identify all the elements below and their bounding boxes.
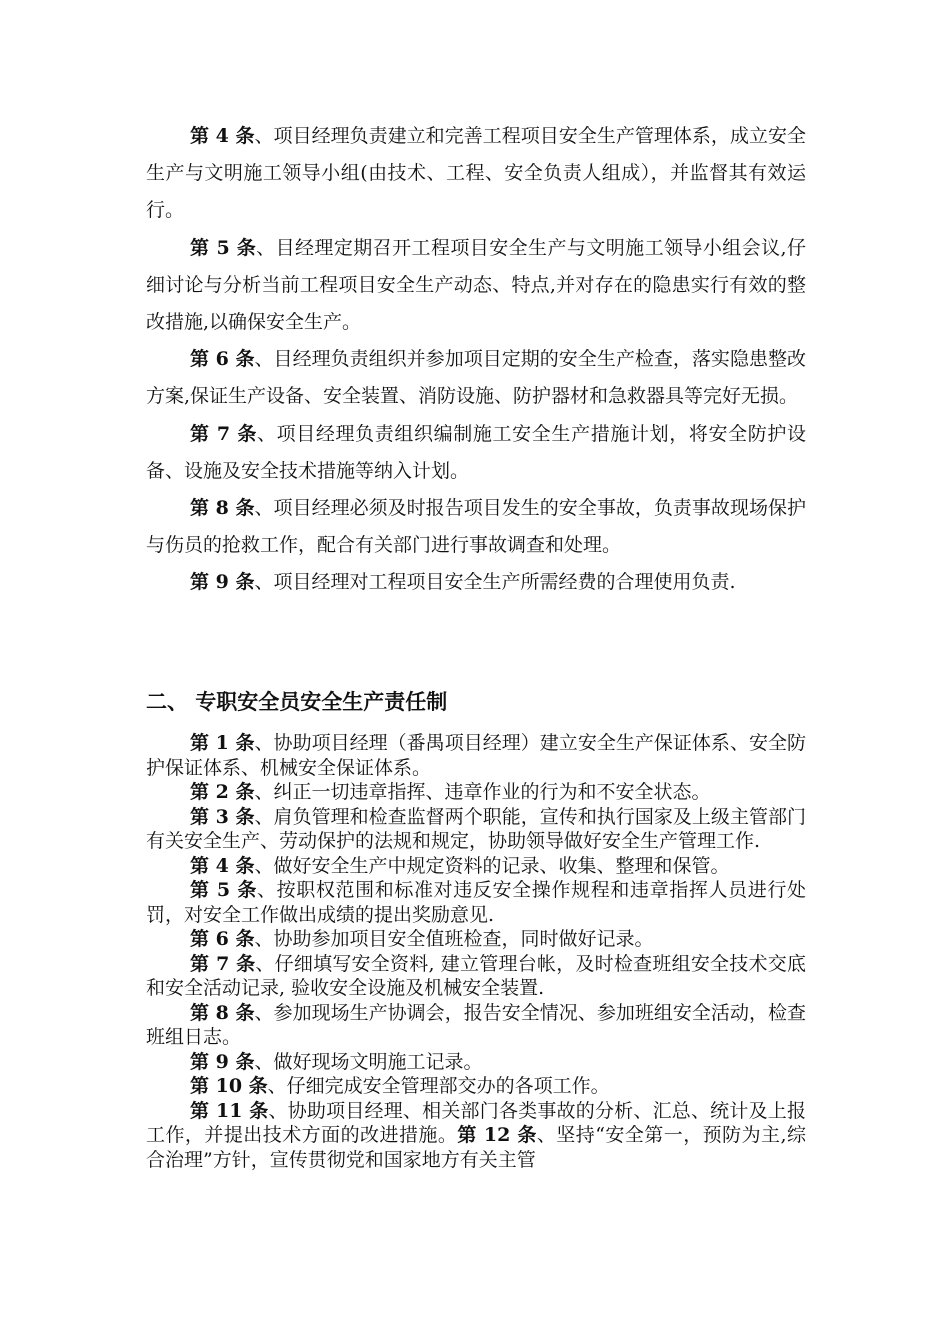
article-text: 、纠正一切违章指挥、违章作业的行为和不安全状态。	[254, 781, 711, 803]
article-number: 第 9 条	[190, 1050, 255, 1073]
article-number: 第 9 条	[190, 571, 255, 594]
article-number: 第 6 条	[190, 348, 255, 371]
article-paragraph	[146, 1001, 806, 1050]
article-text: 、目经理定期召开工程项目安全生产与文明施工领导小组会议,仔细讨论与分析当前工程项目安全生产动态、特点,并对存在的隐患实行有效的整改措施,以确保安全生产。	[146, 236, 806, 334]
article-number: 第 2 条	[190, 781, 255, 803]
section-safety-officer-duties	[146, 731, 806, 1172]
article-number: 第 7 条	[190, 952, 256, 975]
article-text: 、仔细完成安全管理部交办的各项工作。	[267, 1075, 610, 1097]
article-text: 、肩负管理和检查监督两个职能，宣传和执行国家及上级主管部门有关安全生产、劳动保护的法规和规定，协助领导做好安全生产管理工作.	[146, 805, 806, 852]
article-number: 第 12 条	[457, 1124, 537, 1146]
article-number: 第 10 条	[190, 1075, 268, 1097]
article-text: 、协助项目经理、相关部门各类事故的分析、汇总、统计及上报工作，并提出技术方面的改进措施。	[146, 1099, 806, 1146]
article-number: 第 1 条	[190, 732, 255, 754]
article-text: 、协助项目经理（番禺项目经理）建立安全生产保证体系、安全防护保证体系、机械安全保证体系。	[146, 732, 806, 779]
article-text: 、项目经理负责组织编制施工安全生产措施计划，将安全防护设备、设施及安全技术措施等纳入计划。	[146, 422, 806, 482]
article-number: 第 4 条	[190, 125, 255, 147]
article-text: 、做好安全生产中规定资料的记录、收集、整理和保管。	[254, 854, 730, 877]
article-number: 第 5 条	[190, 879, 257, 901]
article-paragraph	[146, 952, 806, 1001]
article-number: 第 5 条	[190, 236, 257, 259]
article-text: 、仔细填写安全资料, 建立管理台帐，及时检查班组安全技术交底和安全活动记录, 验收安全设施及机械安全装置.	[146, 952, 806, 999]
article-text: 、项目经理必须及时报告项目发生的安全事故，负责事故现场保护与伤员的抢救工作，配合有关部门进行事故调查和处理。	[146, 497, 806, 557]
article-number: 第 6 条	[190, 928, 255, 950]
article-paragraph	[146, 416, 806, 490]
article-paragraph	[146, 490, 806, 564]
article-text: 、参加现场生产协调会，报告安全情况、参加班组安全活动，检查班组日志。	[146, 1001, 806, 1048]
article-text: 、项目经理负责建立和完善工程项目安全生产管理体系，成立安全生产与文明施工领导小组(由技术、工程、安全负责人组成），并监督其有效运行。	[146, 125, 806, 222]
article-number: 第 4 条	[190, 854, 255, 877]
article-text: 、按职权范围和标准对违反安全操作规程和违章指挥人员进行处罚，对安全工作做出成绩的提出奖励意见.	[146, 879, 806, 926]
article-text: 、目经理负责组织并参加项目定期的安全生产检查，落实隐患整改方案,保证生产设备、安全装置、消防设施、防护器材和急救器具等完好无损。	[146, 348, 806, 408]
article-number: 第 8 条	[190, 1001, 255, 1024]
article-paragraph	[146, 341, 806, 415]
article-text: 、协助参加项目安全值班检查，同时做好记录。	[254, 928, 654, 950]
section-project-manager-duties	[146, 118, 806, 602]
article-paragraph	[146, 805, 806, 854]
section-heading: 二、 专职安全员安全生产责任制	[146, 690, 448, 714]
article-text: 、坚持“安全第一，预防为主,综合治理”方针，宣传贯彻党和国家地方有关主管	[146, 1124, 806, 1171]
article-paragraph	[146, 1050, 806, 1075]
article-paragraph	[146, 118, 806, 230]
article-paragraph	[146, 1074, 806, 1099]
article-paragraph	[146, 854, 806, 879]
article-paragraph	[146, 780, 806, 805]
article-text: 、做好现场文明施工记录。	[254, 1050, 483, 1073]
article-paragraph	[146, 878, 806, 927]
article-text: 、项目经理对工程项目安全生产所需经费的合理使用负责.	[254, 571, 736, 594]
article-paragraph	[146, 731, 806, 780]
article-number: 第 7 条	[190, 422, 257, 445]
article-number: 第 8 条	[190, 497, 255, 520]
article-number: 第 11 条	[190, 1099, 269, 1122]
article-paragraph	[146, 230, 806, 342]
article-number: 第 3 条	[190, 805, 255, 828]
article-paragraph	[146, 564, 806, 601]
article-paragraph	[146, 1099, 806, 1173]
article-paragraph	[146, 927, 806, 952]
